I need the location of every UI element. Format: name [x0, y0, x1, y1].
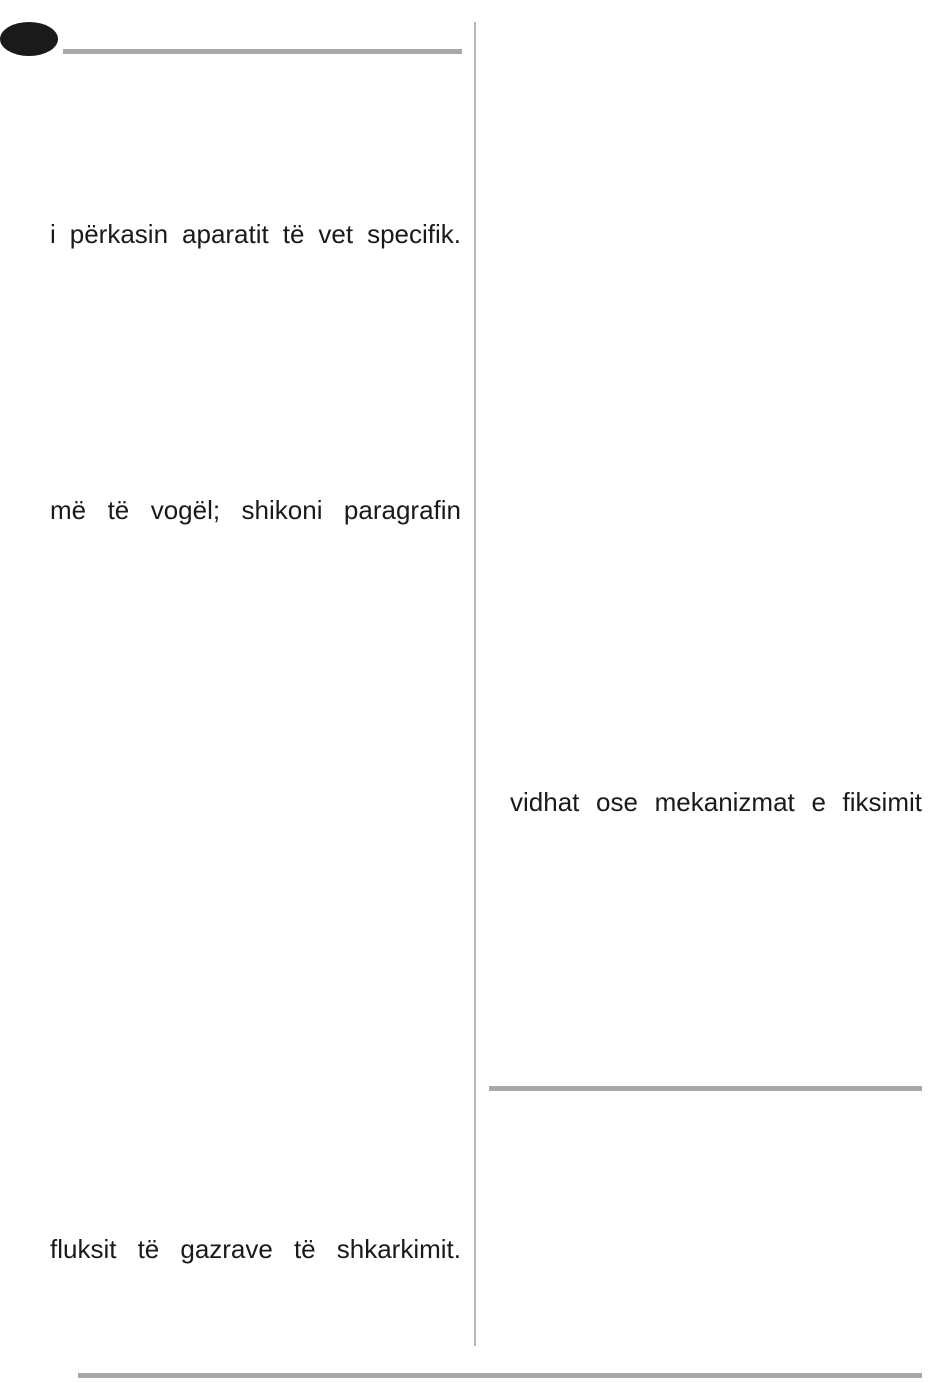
left-text-line-3: fluksit të gazrave të shkarkimit.: [50, 1234, 461, 1264]
page-marker-oval: [0, 22, 58, 56]
left-text-line-2: më të vogël; shikoni paragrafin: [50, 495, 461, 525]
right-text-line-1: vidhat ose mekanizmat e fiksimit: [510, 787, 922, 817]
column-divider: [474, 22, 476, 1346]
section-rule-top-left: [63, 49, 462, 54]
page-footer-rule: [78, 1373, 922, 1378]
left-text-line-1: i përkasin aparatit të vet specifik.: [50, 219, 461, 249]
section-rule-right: [489, 1086, 922, 1091]
